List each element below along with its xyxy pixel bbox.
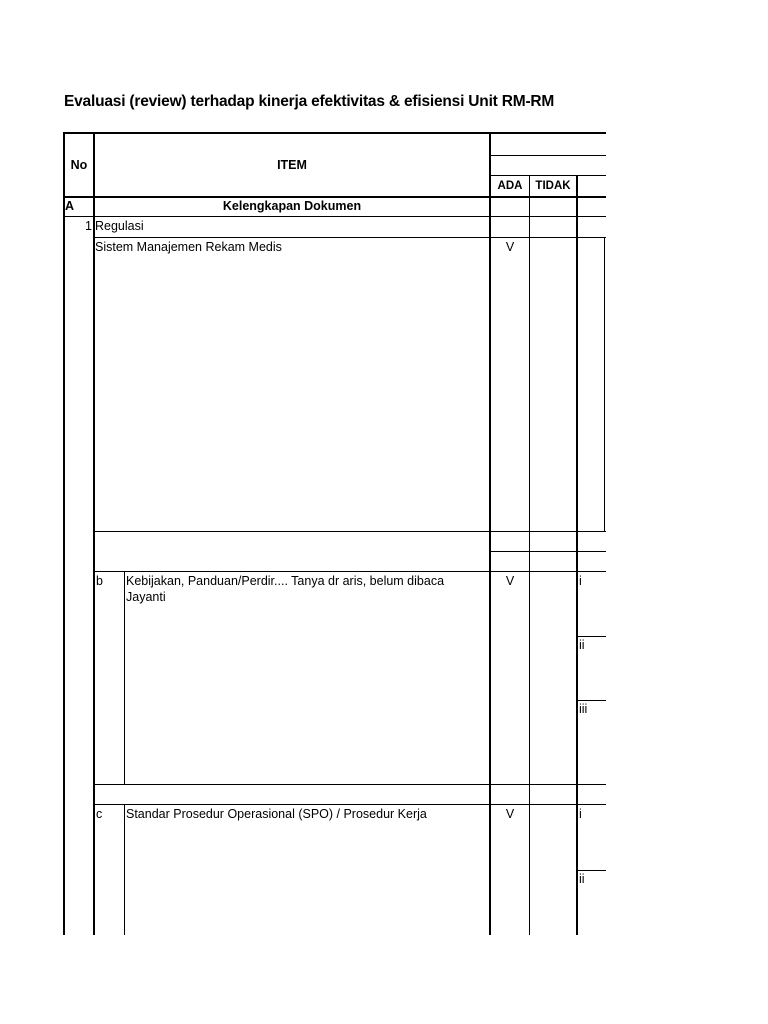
header-subdivider — [490, 155, 606, 156]
table-left-border — [63, 132, 65, 935]
sub-divider — [577, 700, 606, 701]
section-letter: A — [65, 199, 75, 213]
row-divider — [490, 551, 606, 552]
row-label-spo: Standar Prosedur Operasional (SPO) / Prosedur Kerja — [126, 807, 427, 821]
header-ada: ADA — [497, 180, 523, 192]
tidak-column-border — [576, 175, 578, 935]
sub-divider — [577, 870, 606, 871]
header-tidak: TIDAK — [535, 180, 571, 192]
ada-check: V — [505, 240, 515, 254]
sub-item: ii — [579, 638, 585, 652]
section-label: Kelengkapan Dokumen — [222, 199, 362, 213]
header-bottom-border — [63, 196, 606, 198]
sub-letter-border — [124, 571, 125, 784]
row-label-kebijakan-cont: Jayanti — [126, 590, 166, 604]
ada-column-border — [529, 175, 530, 935]
right-cell-border — [604, 237, 605, 531]
row-letter: b — [96, 574, 103, 588]
table-top-border — [63, 132, 606, 134]
row-letter: c — [96, 807, 103, 821]
row-label-sistem: Sistem Manajemen Rekam Medis — [95, 240, 282, 254]
ada-check: V — [505, 574, 515, 588]
sub-item: i — [579, 807, 582, 821]
header-item: ITEM — [277, 158, 307, 172]
row-label-kebijakan: Kebijakan, Panduan/Perdir.... Tanya dr aris, belum dibaca — [126, 574, 445, 588]
row-divider — [63, 216, 606, 217]
sub-letter-border — [124, 804, 125, 935]
header-no: No — [70, 158, 88, 172]
sub-item: i — [579, 574, 582, 588]
ada-check: V — [505, 807, 515, 821]
row-label-regulasi: Regulasi — [95, 219, 144, 233]
header-subdivider-2 — [490, 175, 606, 176]
sub-item: iii — [579, 702, 588, 716]
row-number: 1 — [85, 219, 92, 233]
sub-divider — [577, 636, 606, 637]
document-title: Evaluasi (review) terhadap kinerja efektivitas & efisiensi Unit RM-RM — [64, 93, 555, 110]
sub-item: ii — [579, 872, 585, 886]
